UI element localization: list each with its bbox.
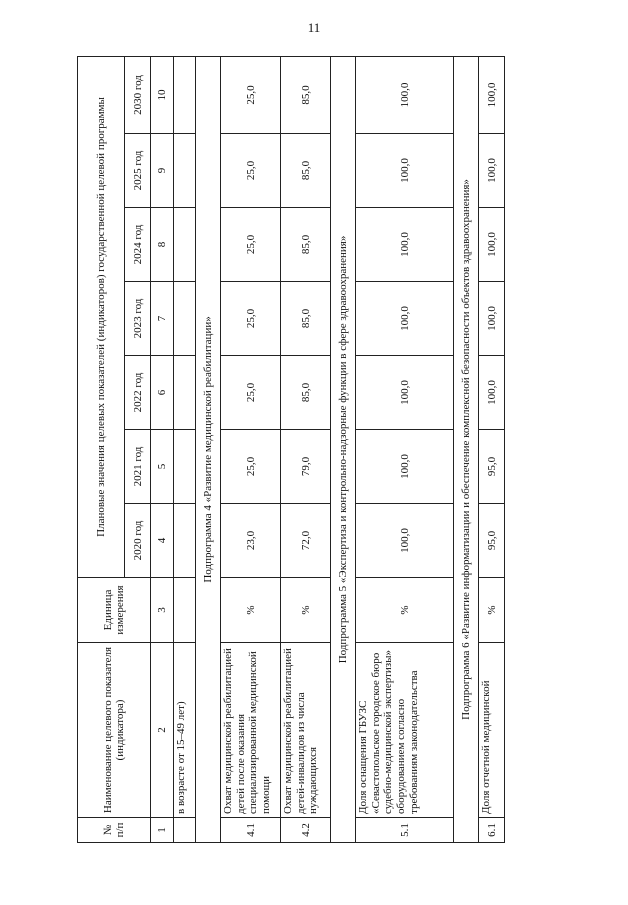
row-unit: %	[221, 578, 281, 643]
row-value: 79,0	[281, 430, 331, 504]
table-row	[221, 56, 281, 842]
column-number: 6	[151, 356, 174, 430]
column-number: 8	[151, 208, 174, 282]
row-value: 100,0	[479, 208, 505, 282]
subprogram-6-title: Подпрограмма 6 «Развитие информатизации и обеспечение комплексной безопасности объектов здравоохранения»	[454, 56, 479, 842]
row-value: 100,0	[479, 134, 505, 208]
row-name: Доля отчетной медицинской	[479, 643, 505, 818]
row-value: 95,0	[479, 430, 505, 504]
row-value: 100,0	[479, 356, 505, 430]
table-row	[174, 56, 196, 842]
header-name: Наименование целевого показателя (индикатора)	[78, 643, 151, 818]
row-value: 100,0	[479, 56, 505, 133]
row-value: 72,0	[281, 504, 331, 578]
header-plan: Плановые значения целевых показателей (индикаторов) государственной целевой программы	[78, 56, 125, 577]
column-numbers-row	[151, 56, 174, 842]
row-value: 100,0	[356, 208, 454, 282]
row-value: 25,0	[221, 356, 281, 430]
column-number: 2	[151, 643, 174, 818]
row-value: 85,0	[281, 134, 331, 208]
header-unit: Единица измерения	[78, 578, 151, 643]
row-name: Охват медицинской реабилитацией детей-инвалидов из числа нуждающихся	[281, 643, 331, 818]
column-number: 7	[151, 282, 174, 356]
column-number: 4	[151, 504, 174, 578]
row-num: 4.1	[221, 818, 281, 843]
rotated-table-container	[77, 58, 590, 843]
row-name: в возрасте от 15–49 лет)	[174, 643, 196, 818]
row-value: 23,0	[221, 504, 281, 578]
subprogram-4-title: Подпрограмма 4 «Развитие медицинской реабилитации»	[196, 56, 221, 842]
row-name: Охват медицинской реабилитацией детей после оказания специализированной медицинской помощи	[221, 643, 281, 818]
header-year: 2020 год	[125, 504, 151, 578]
header-year: 2021 год	[125, 430, 151, 504]
row-num: 4.2	[281, 818, 331, 843]
row-num: 6.1	[479, 818, 505, 843]
column-number: 3	[151, 578, 174, 643]
row-value: 95,0	[479, 504, 505, 578]
row-unit: %	[356, 578, 454, 643]
subprogram-row	[196, 56, 221, 842]
subprogram-row	[454, 56, 479, 842]
row-value: 25,0	[221, 282, 281, 356]
header-year: 2030 год	[125, 56, 151, 133]
header-year: 2025 год	[125, 134, 151, 208]
header-num: № п/п	[78, 818, 151, 843]
row-num	[174, 818, 196, 843]
table-row	[479, 56, 505, 842]
row-value: 85,0	[281, 282, 331, 356]
row-value: 25,0	[221, 56, 281, 133]
subprogram-row	[331, 56, 356, 842]
header-year: 2022 год	[125, 356, 151, 430]
row-value: 100,0	[356, 134, 454, 208]
row-value: 100,0	[356, 56, 454, 133]
indicators-table	[77, 56, 505, 843]
row-name: Доля оснащения ГБУЗС «Севастопольское городское бюро судебно-медицинской экспертизы» оборудованием согласно требованиям законодательства	[356, 643, 454, 818]
row-value: 100,0	[356, 430, 454, 504]
column-number: 9	[151, 134, 174, 208]
row-value: 25,0	[221, 134, 281, 208]
row-value: 100,0	[356, 282, 454, 356]
row-value: 85,0	[281, 208, 331, 282]
row-value: 85,0	[281, 56, 331, 133]
row-num: 5.1	[356, 818, 454, 843]
row-value: 85,0	[281, 356, 331, 430]
row-value: 100,0	[356, 504, 454, 578]
subprogram-5-title: Подпрограмма 5 «Экспертиза и контрольно-надзорные функции в сфере здравоохранения»	[331, 56, 356, 842]
row-unit: %	[281, 578, 331, 643]
row-value: 100,0	[356, 356, 454, 430]
row-unit: %	[479, 578, 505, 643]
column-number: 5	[151, 430, 174, 504]
row-value: 25,0	[221, 430, 281, 504]
table-row	[281, 56, 331, 842]
column-number: 1	[151, 818, 174, 843]
row-value: 100,0	[479, 282, 505, 356]
row-value: 25,0	[221, 208, 281, 282]
header-year: 2023 год	[125, 282, 151, 356]
header-year: 2024 год	[125, 208, 151, 282]
table-row	[356, 56, 454, 842]
page-number: 11	[307, 20, 321, 35]
column-number: 10	[151, 56, 174, 133]
